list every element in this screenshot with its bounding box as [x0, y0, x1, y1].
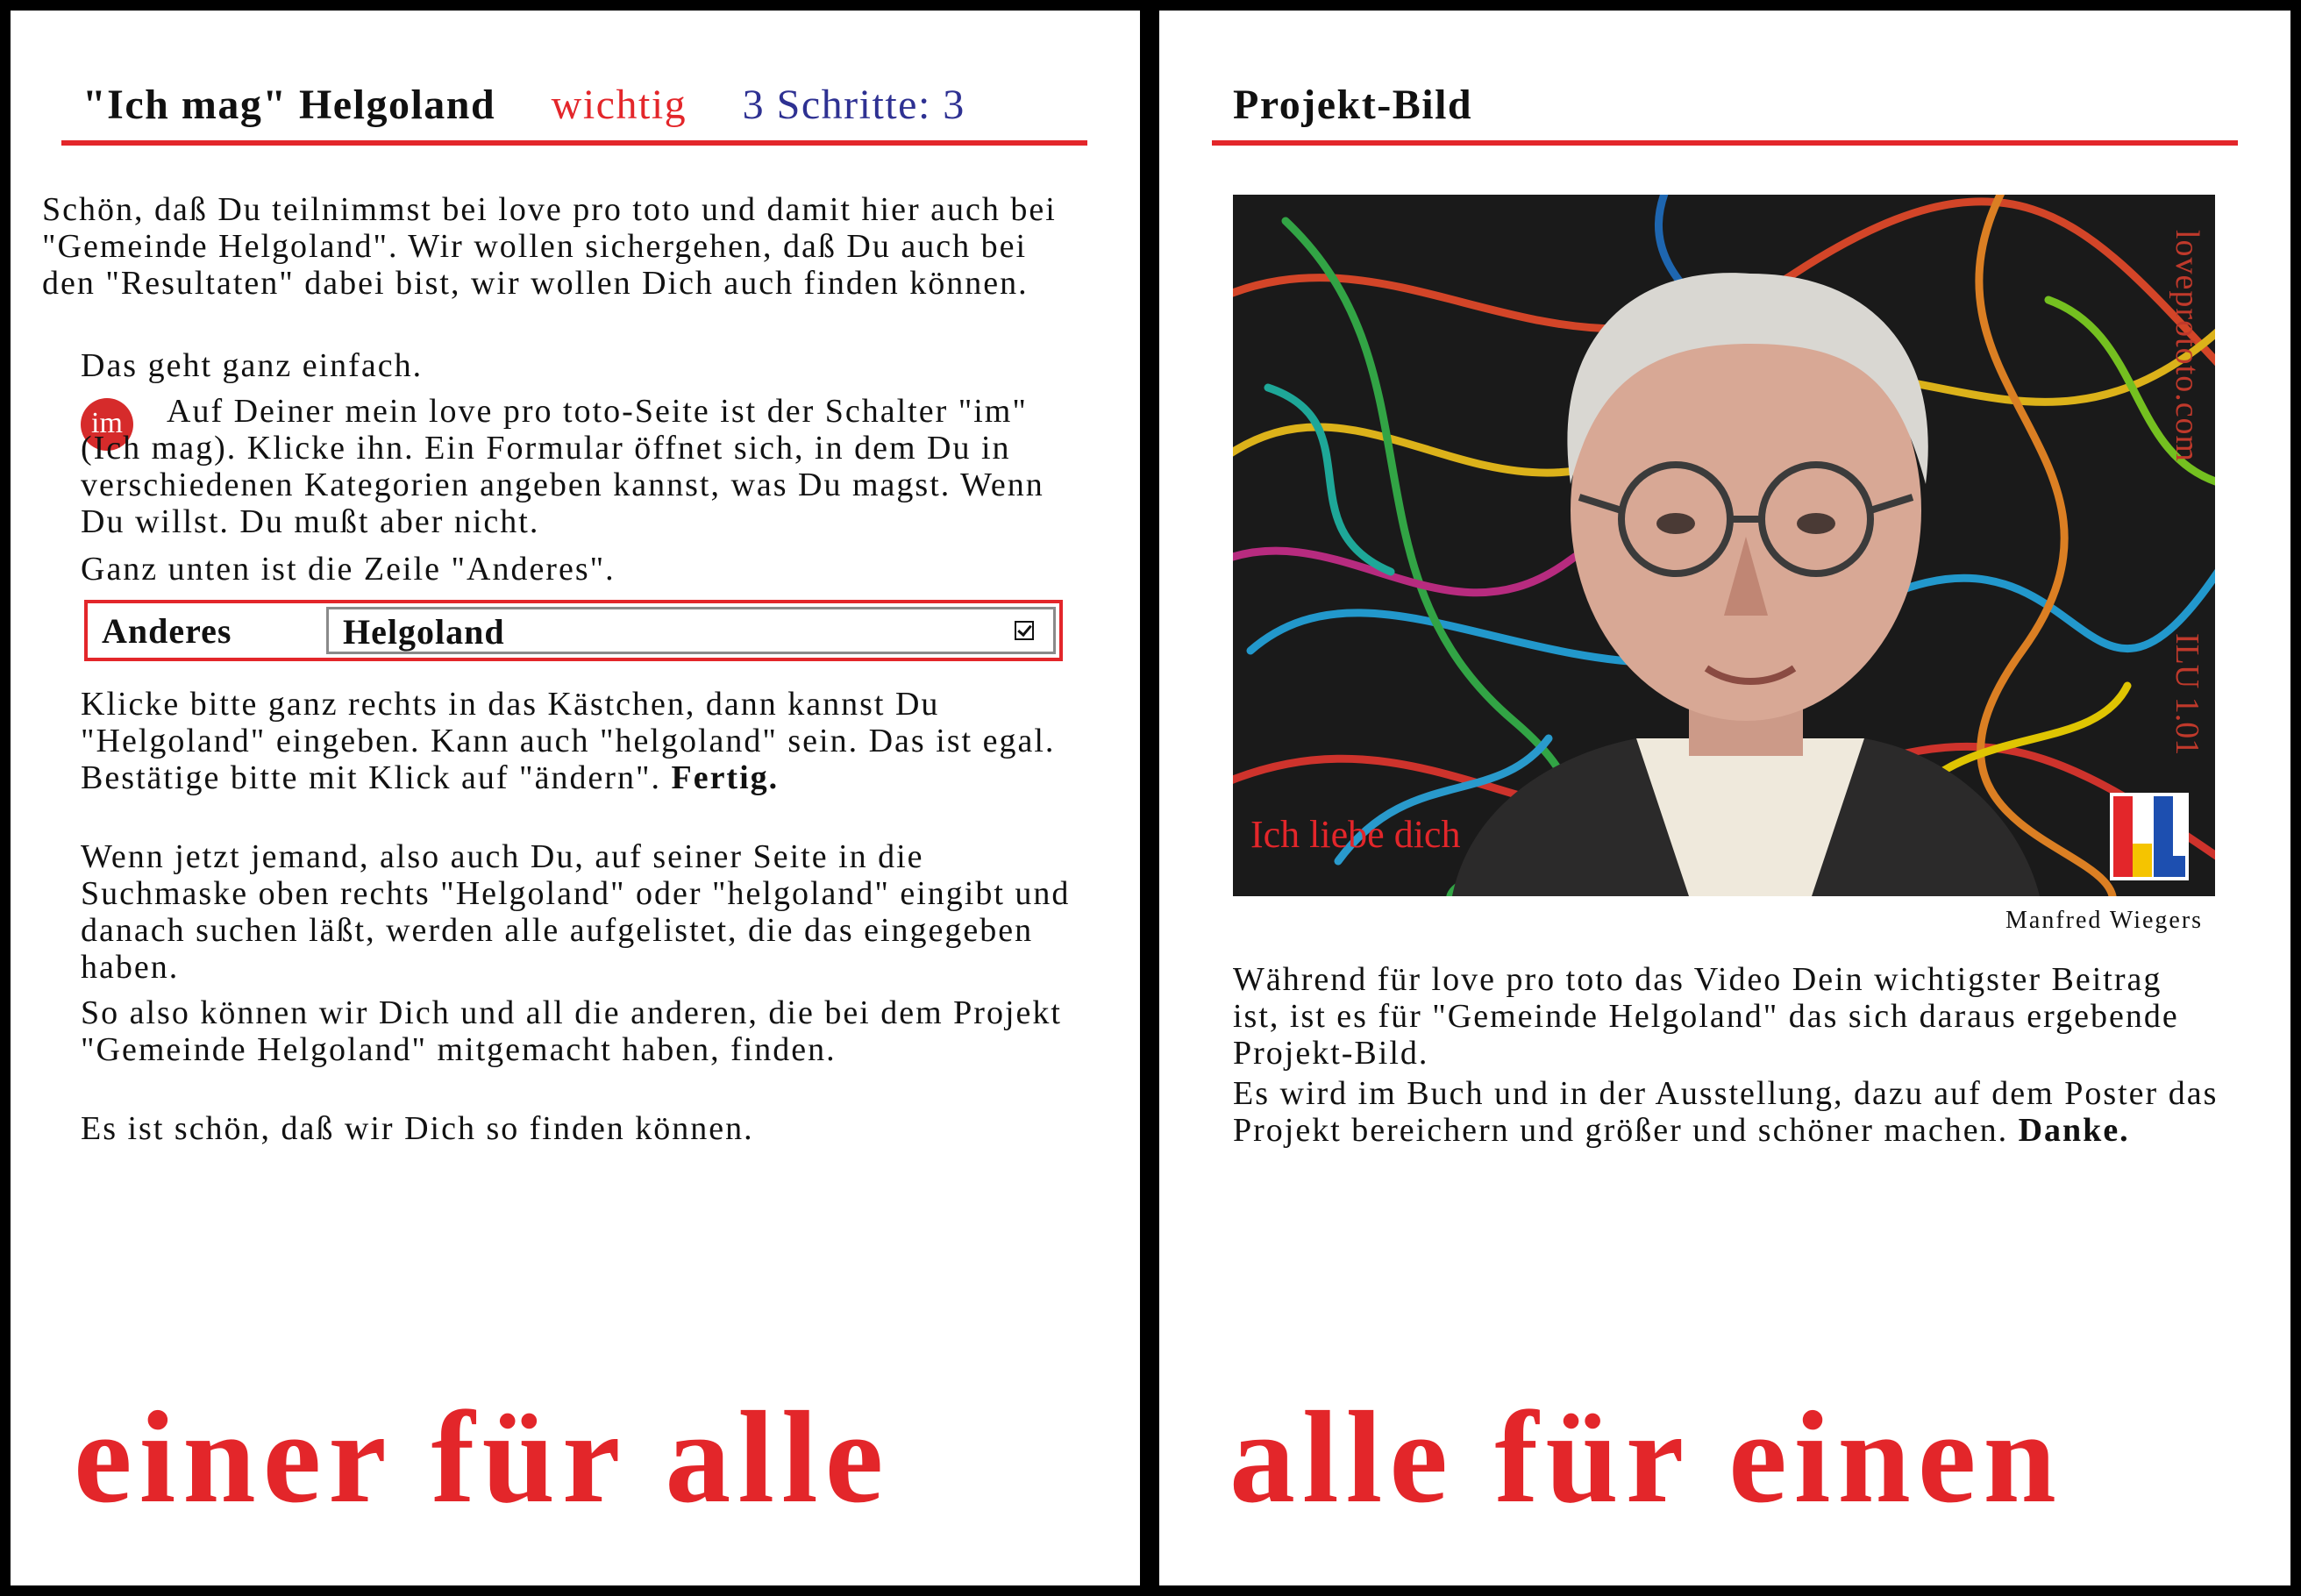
click-text: Klicke bitte ganz rechts in das Kästchen, dann kannst Du "Helgoland" eingeben. Kann auch "helgoland" sein. Das ist egal. Bestätige bitte mit Klick auf "ändern".	[81, 686, 1056, 796]
slogan-left: einer für alle	[74, 1385, 891, 1530]
project-photo	[1233, 195, 2215, 896]
anderes-input[interactable]	[326, 607, 1056, 654]
anderes-value: Helgoland	[343, 612, 505, 652]
photo-caption: Ich liebe dich	[1250, 813, 1461, 856]
photo-side-url: loveprototo.com	[2169, 230, 2205, 463]
importance-tag: wichtig	[551, 82, 687, 128]
right-text-2	[1233, 1075, 2219, 1149]
anderes-label: Anderes	[102, 611, 232, 651]
photo-credit: Manfred Wiegers	[2005, 907, 2204, 934]
right-page	[1159, 11, 2290, 1585]
done-text: Fertig.	[671, 759, 780, 796]
thanks-text: Danke.	[2018, 1112, 2130, 1149]
right-text-2-body: Es wird im Buch und in der Ausstellung, dazu auf dem Poster das Projekt bereichern und größer und schöner machen.	[1233, 1075, 2219, 1149]
find-text: So also können wir Dich und all die anderen, die bei dem Projekt "Gemeinde Helgoland" mitgemacht haben, finden.	[81, 994, 1062, 1068]
nice-text: Es ist schön, daß wir Dich so finden können.	[81, 1110, 754, 1147]
right-header: Projekt-Bild	[1233, 82, 1473, 128]
intro-text: Schön, daß Du teilnimmst bei love pro toto und damit hier auch bei "Gemeinde Helgoland". Wir wollen sichergehen, daß Du auch bei den "Resultaten" dabei bist, wir wollen Dich auch finden können.	[42, 191, 1057, 302]
left-page	[11, 11, 1140, 1585]
anderes-hint: Ganz unten ist die Zeile "Anderes".	[81, 551, 616, 588]
search-instructions: Wenn jetzt jemand, also auch Du, auf seiner Seite in die Suchmaske oben rechts "Helgoland" oder "helgoland" eingibt und danach suchen läßt, werden alle aufgelistet, die das eingegeben haben.	[81, 838, 1071, 986]
left-header	[82, 81, 965, 129]
page-title: "Ich mag" Helgoland	[82, 82, 496, 128]
anderes-row	[84, 600, 1063, 661]
right-text-1: Während für love pro toto das Video Dein wichtigster Beitrag ist, ist es für "Gemeinde Helgoland" das sich daraus ergebende Projekt-Bild.	[1233, 961, 2179, 1072]
ilu-logo-icon	[2110, 793, 2189, 880]
header-rule-right	[1212, 140, 2238, 146]
portrait-image	[1233, 195, 2215, 896]
edit-checkbox-icon[interactable]	[1015, 621, 1034, 640]
photo-side-ilu: ILU 1.01	[2169, 633, 2205, 756]
im-button[interactable]: im	[81, 398, 133, 451]
easy-text: Das geht ganz einfach.	[81, 347, 424, 384]
im-explanation: Auf Deiner mein love pro toto-Seite ist der Schalter "im" (Ich mag). Klicke ihn. Ein Formular öffnet sich, in dem Du in verschiedenen Kategorien angeben kannst, was Du magst. Wenn Du willst. Du mußt aber nicht.	[81, 393, 1044, 540]
slogan-right: alle für einen	[1229, 1385, 2063, 1530]
header-rule	[61, 140, 1087, 146]
click-instructions	[81, 686, 1080, 796]
steps-indicator: 3 Schritte: 3	[742, 82, 965, 128]
